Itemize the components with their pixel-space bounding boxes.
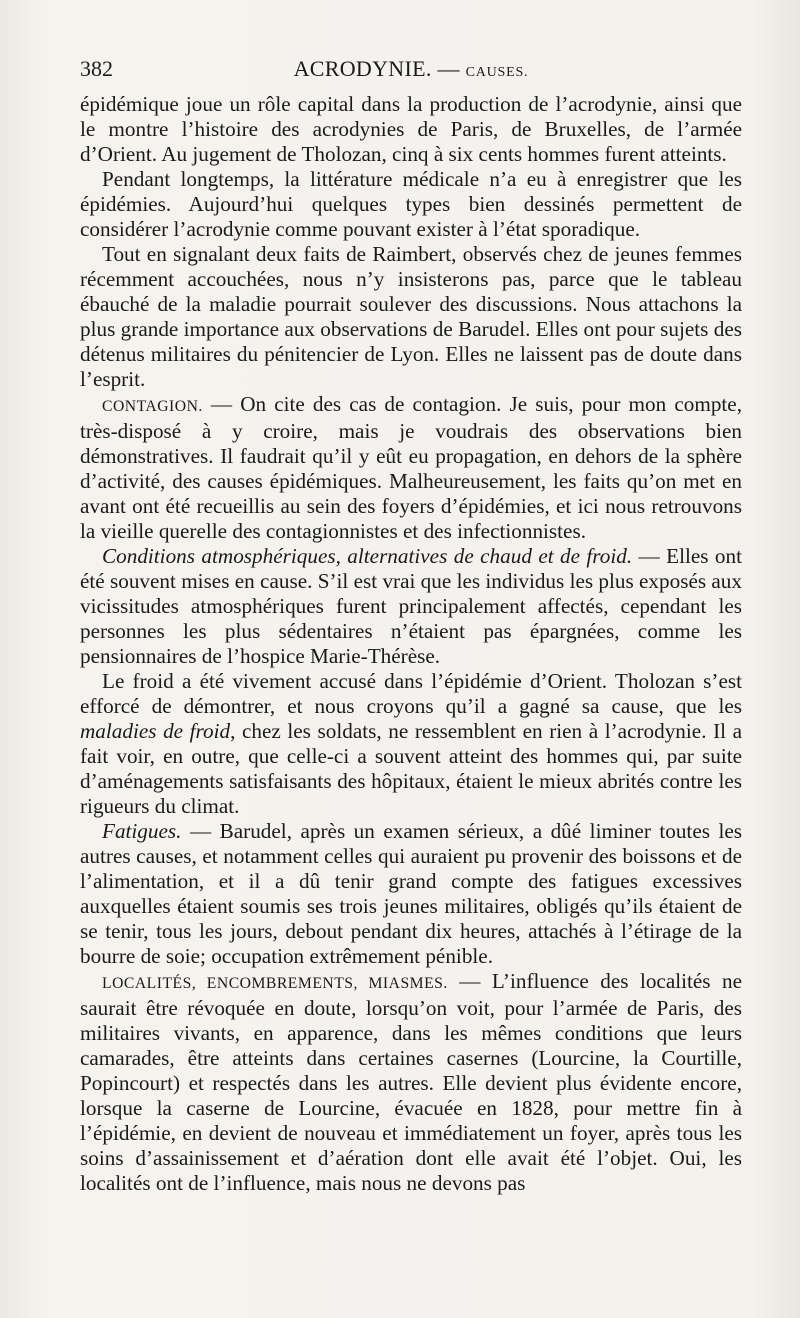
term-maladies-de-froid: maladies de froid — [80, 719, 231, 743]
paragraph-epidemic: épidémique joue un rôle capital dans la production de l’acrodynie, ainsi que le montre l’histoire des acrodynies de Paris, de Bruxelles, de l’armée d’Orient. Au jugement de Tholozan, cinq à six cents hommes furent atteints. — [80, 92, 742, 166]
paragraph-observations: Tout en signalant deux faits de Raimbert, observés chez de jeunes femmes récemment accouchées, nous n’y insisterons pas, parce que le tableau ébauché de la maladie pourrait soulever des discussions. Nous attachons la plus grande importance aux observations de Barudel. Elles ont pour sujets des détenus militaires du pénitencier de Lyon. Elles ne laissent pas de doute dans l’esprit. — [80, 242, 742, 391]
paragraph-cold — [80, 669, 742, 819]
body-text — [80, 92, 742, 1196]
text-contagion: — On cite des cas de contagion. Je suis, pour mon compte, très-disposé à y croire, mais je voudrais des observations bien démonstratives. Il faudrait qu’il y eût eu propagation, en dehors de la sphère d’activité, des causes épidémiques. Malheureusement, les faits qu’on met en avant ont été recueillis au sein des foyers d’épidémies, et ici nous retrouvons la vieille querelle des contagionnistes et des infectionnistes. — [80, 392, 742, 543]
heading-atmospheric: Conditions atmosphériques, alternatives de chaud et de froid. — [102, 544, 633, 568]
heading-localites: LOCALITÉS, ENCOMBREMENTS, MIASMES. — [102, 975, 448, 992]
paragraph-contagion — [80, 392, 742, 544]
text-atmospheric: — Elles ont été souvent mises en cause. S’il est vrai que les individus les plus exposés aux vicissitudes atmosphériques furent principalement affectés, cependant les personnes les plus sédentaires n’étaient pas épargnées, comme les pensionnaires de l’hospice Marie-Thérèse. — [80, 544, 742, 668]
text-localites: — L’influence des localités ne saurait être révoquée en doute, lorsqu’on voit, pour l’armée de Paris, des militaires vivants, en apparence, dans les mêmes conditions que leurs camarades, être atteints dans certaines casernes (Lourcine, la Courtille, Popincourt) et respectés dans les autres. Elle devient plus évidente encore, lorsque la caserne de Lourcine, évacuée en 1828, pour mettre fin à l’épidémie, en devient de nouveau et immédiatement un foyer, après tous les soins d’assainissement et d’aération dont elle avait été l’objet. Oui, les localités ont de l’influence, mais nous ne devons pas — [80, 969, 742, 1195]
running-title — [80, 56, 742, 82]
paragraph-fatigues — [80, 819, 742, 969]
paragraph-localites — [80, 969, 742, 1196]
text-cold-a: Le froid a été vivement accusé dans l’épidémie d’Orient. Tholozan s’est efforcé de démontrer, et nous croyons qu’il a gagné sa cause, que les — [80, 669, 742, 718]
running-header — [80, 56, 742, 86]
running-title-main: ACRODYNIE. — [293, 56, 432, 81]
paragraph-sporadic: Pendant longtemps, la littérature médicale n’a eu à enregistrer que les épidémies. Aujourd’hui quelques types bien dessinés permettent de considérer l’acrodynie comme pouvant exister à l’état sporadique. — [80, 167, 742, 241]
heading-fatigues: Fatigues. — [102, 819, 182, 843]
text-fatigues: — Barudel, après un examen sérieux, a dûé liminer toutes les autres causes, et notamment celles qui auraient pu provenir des boissons et de l’alimentation, et il a dû tenir grand compte des fatigues excessives auxquelles étaient soumis ses trois jeunes militaires, obligés qu’ils étaient de se tenir, tous les jours, debout pendant dix heures, attachés à l’étirage de la bourre de soie; occupation extrêmement pénible. — [80, 819, 742, 968]
running-title-separator: — — [431, 56, 466, 81]
running-title-section: CAUSES. — [465, 65, 529, 80]
page-number: 382 — [80, 56, 113, 81]
text-cold-b: , chez les soldats, ne ressemblent en rien à l’acrodynie. Il a fait voir, en outre, que celle-ci a souvent atteint des hommes qui, par suite d’aménagements satisfaisants des hôpitaux, étaient le mieux abrités contre les rigueurs du climat. — [80, 719, 743, 818]
paragraph-atmospheric — [80, 544, 742, 669]
heading-contagion: CONTAGION. — [102, 398, 203, 415]
